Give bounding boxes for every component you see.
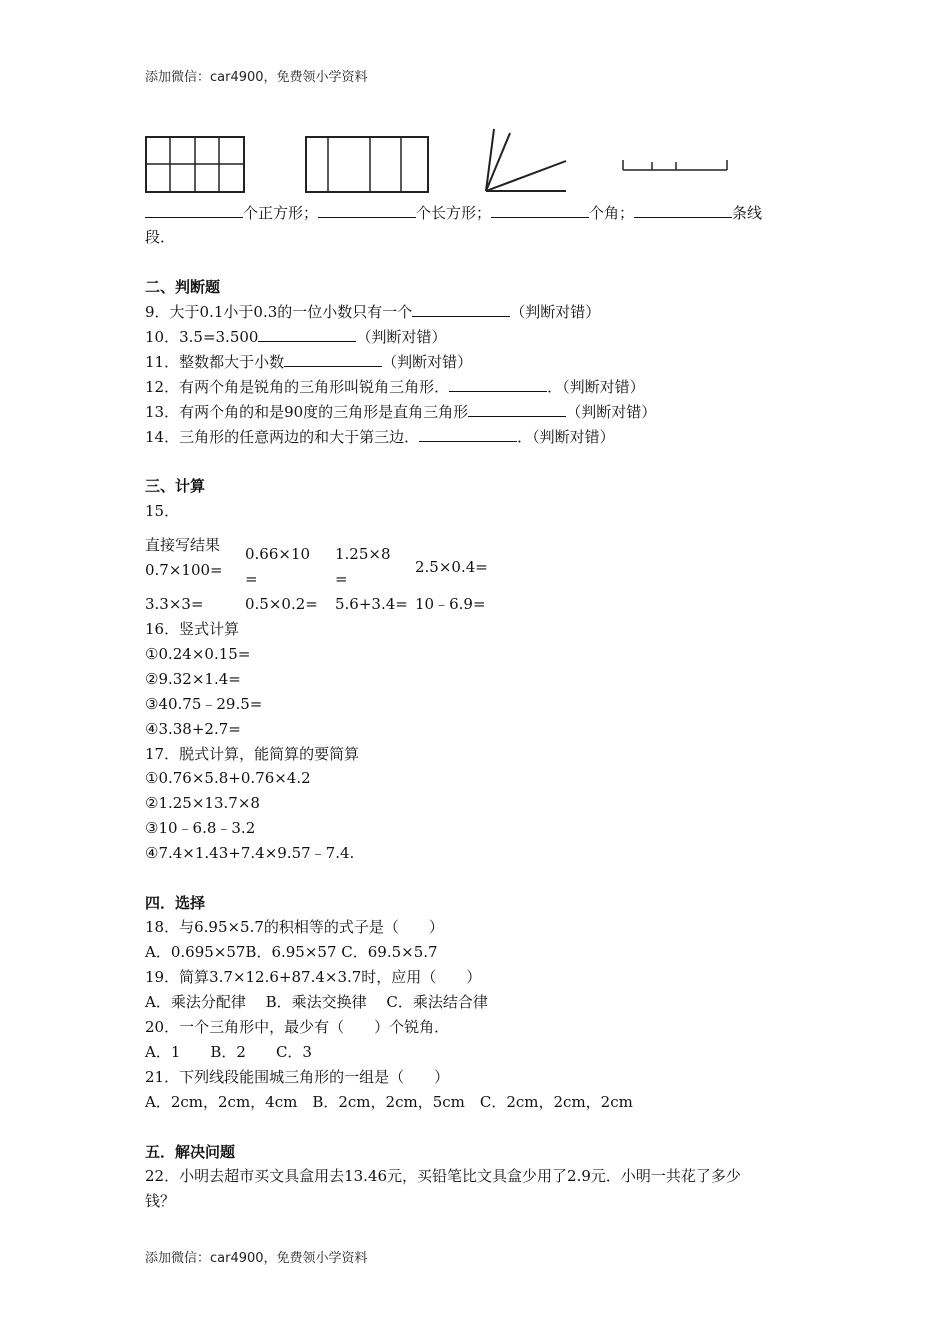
question-12: 12．有两个角是锐角的三角形叫锐角三角形． ．（判断对错） <box>145 378 645 396</box>
calc-intro: 直接写结果 <box>145 536 221 554</box>
rectangles-figure <box>305 136 431 194</box>
question-9: 9．大于0.1小于0.3的一位小数只有一个 （判断对错） <box>145 303 601 321</box>
question-15: 15． <box>145 502 180 520</box>
question-22: 22．小明去超市买文具盒用去13.46元，买铅笔比文具盒少用了2.9元．小明一共花了多少 <box>145 1167 741 1185</box>
question-16: 16．竖式计算 <box>145 620 240 638</box>
answer-blank[interactable] <box>258 326 356 342</box>
answer-blank[interactable] <box>284 351 382 367</box>
list-item: ②9.32×1.4= <box>145 670 241 688</box>
answer-blank[interactable] <box>634 202 732 218</box>
list-item: ③40.75﹣29.5= <box>145 695 263 713</box>
list-item: ③10﹣6.8﹣3.2 <box>145 819 256 837</box>
calc-item: 1.25×8 <box>335 545 391 563</box>
question-21: 21．下列线段能围城三角形的一组是（ ） <box>145 1068 450 1086</box>
section-title-judgement: 二、判断题 <box>145 278 221 296</box>
calc-item: = <box>335 570 348 588</box>
question-18-options: A．0.695×57B．6.95×57 C．69.5×5.7 <box>145 943 438 961</box>
question-10: 10．3.5=3.500 （判断对错） <box>145 328 447 346</box>
question-19: 19．简算3.7×12.6+87.4×3.7时，应用（ ） <box>145 968 482 986</box>
question-20: 20．一个三角形中，最少有（ ）个锐角． <box>145 1018 450 1036</box>
answer-blank[interactable] <box>419 426 517 442</box>
section-title-calculation: 三、计算 <box>145 477 206 495</box>
list-item: ④7.4×1.43+7.4×9.57﹣7.4. <box>145 844 355 862</box>
answer-blank[interactable] <box>491 202 589 218</box>
angles-figure <box>480 127 570 195</box>
list-item: ①0.76×5.8+0.76×4.2 <box>145 769 311 787</box>
answer-blank[interactable] <box>412 301 510 317</box>
question-18: 18．与6.95×5.7的积相等的式子是（ ） <box>145 918 444 936</box>
list-item: ②1.25×13.7×8 <box>145 794 260 812</box>
list-item: ①0.24×0.15= <box>145 645 251 663</box>
calc-item: 2.5×0.4= <box>415 558 488 576</box>
list-item: ④3.38+2.7= <box>145 720 241 738</box>
calc-item: 0.66×10 <box>245 545 311 563</box>
squares-grid-figure <box>145 136 247 194</box>
question-11: 11．整数都大于小数 （判断对错） <box>145 353 473 371</box>
question-17: 17．脱式计算，能简算的要简算 <box>145 745 360 763</box>
question-22-cont: 钱？ <box>145 1192 176 1210</box>
question-21-options: A．2cm，2cm，4cm B．2cm，2cm，5cm C．2cm，2cm，2cm <box>145 1093 633 1111</box>
section-title-choice: 四．选择 <box>145 894 206 912</box>
page-header: 添加微信：car4900，免费领小学资料 <box>145 70 368 85</box>
calc-item: 0.7×100= <box>145 561 223 579</box>
q8-answer-line: 个正方形； 个长方形； 个角； 条线 <box>145 202 762 223</box>
calc-item: 5.6+3.4= <box>335 595 408 613</box>
calc-item: 10﹣6.9= <box>415 595 486 613</box>
answer-blank[interactable] <box>449 376 547 392</box>
calc-item: 0.5×0.2= <box>245 595 318 613</box>
question-20-options: A．1 B．2 C．3 <box>145 1043 312 1061</box>
section-title-problem-solving: 五．解决问题 <box>145 1143 236 1161</box>
page-footer: 添加微信：car4900，免费领小学资料 <box>145 1251 368 1266</box>
question-13: 13．有两个角的和是90度的三角形是直角三角形 （判断对错） <box>145 403 657 421</box>
question-19-options: A．乘法分配律 B．乘法交换律 C．乘法结合律 <box>145 993 488 1011</box>
calc-item: = <box>245 570 258 588</box>
line-segments-figure <box>620 156 730 174</box>
question-14: 14．三角形的任意两边的和大于第三边． ．（判断对错） <box>145 428 615 446</box>
calc-item: 3.3×3= <box>145 595 204 613</box>
answer-blank[interactable] <box>468 401 566 417</box>
q8-tail: 段． <box>145 228 176 246</box>
answer-blank[interactable] <box>318 202 416 218</box>
answer-blank[interactable] <box>145 202 243 218</box>
